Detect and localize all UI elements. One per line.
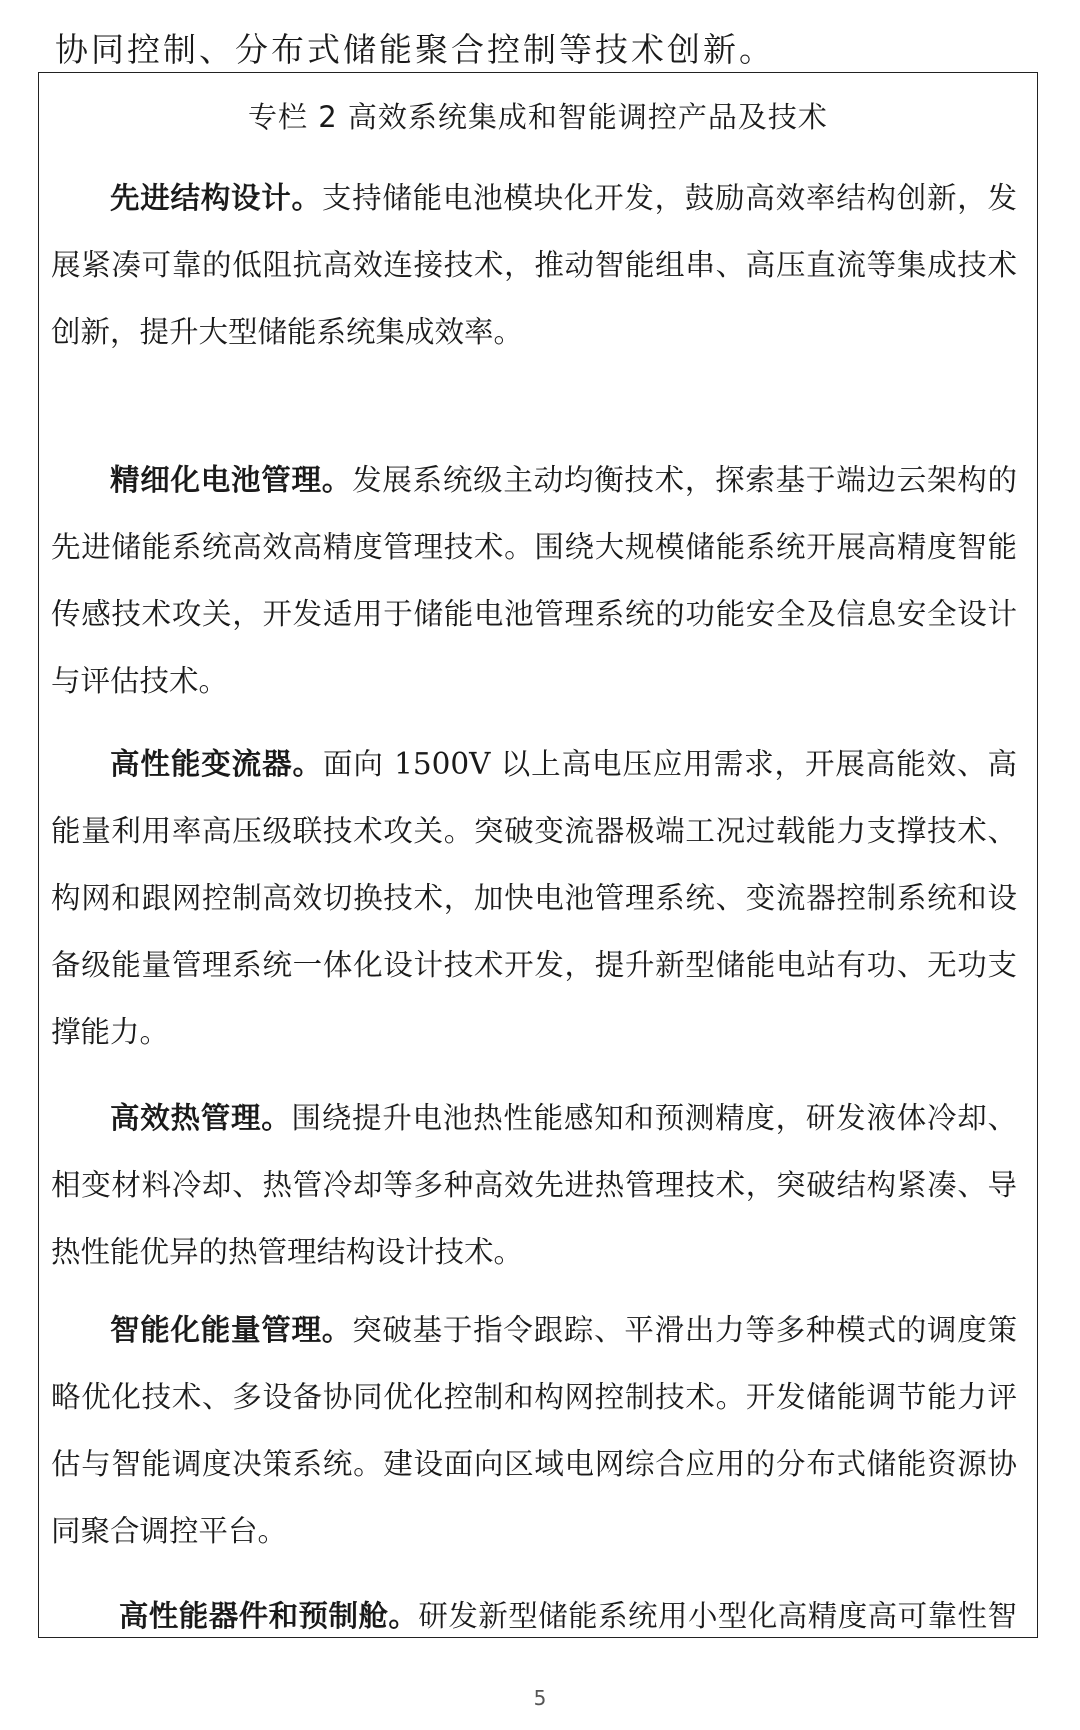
paragraph-body: 围绕提升电池热性能感知和预测精度，研发液体冷却、相变材料冷却、热管冷却等多种高效先进热管理技术，突破结构紧凑、导热性能优异的热管理结构设计技术。 [51, 1101, 1017, 1269]
continued-paragraph-line: 协同控制、分布式储能聚合控制等技术创新。 [55, 30, 775, 69]
paragraph-intelligent-energy-management [51, 1297, 1017, 1565]
paragraph-lead: 智能化能量管理。 [110, 1313, 353, 1347]
paragraph-lead: 高效热管理。 [110, 1101, 292, 1135]
page-number: 5 [533, 1686, 547, 1710]
paragraph-body: 研发新型储能系统用小型化高精度高可靠性智 [418, 1599, 1017, 1633]
paragraph-body: 支持储能电池模块化开发，鼓励高效率结构创新，发展紧凑可靠的低阻抗高效连接技术，推动智能组串、高压直流等集成技术创新，提升大型储能系统集成效率。 [51, 181, 1017, 349]
paragraph-lead: 先进结构设计。 [110, 181, 322, 215]
paragraph-body: 发展系统级主动均衡技术，探索基于端边云架构的先进储能系统高效高精度管理技术。围绕大规模储能系统开展高精度智能传感技术攻关，开发适用于储能电池管理系统的功能安全及信息安全设计与评估技术。 [51, 463, 1017, 698]
paragraph-lead: 高性能变流器。 [110, 747, 323, 781]
paragraph-high-performance-converter [51, 731, 1017, 1066]
box-title: 专栏 2 高效系统集成和智能调控产品及技术 [248, 100, 828, 134]
paragraph-body: 突破基于指令跟踪、平滑出力等多种模式的调度策略优化技术、多设备协同优化控制和构网控制技术。开发储能调节能力评估与智能调度决策系统。建设面向区域电网综合应用的分布式储能资源协同聚合调控平台。 [51, 1313, 1017, 1548]
paragraph-fine-battery-management [51, 447, 1017, 715]
paragraph-lead: 高性能器件和预制舱。 [118, 1599, 419, 1633]
feature-box [38, 72, 1038, 1638]
paragraph-body: 面向 1500V 以上高电压应用需求，开展高能效、高能量利用率高压级联技术攻关。突破变流器极端工况过载能力支撑技术、构网和跟网控制高效切换技术，加快电池管理系统、变流器控制系统和设备级能量管理系统一体化设计技术开发，提升新型储能电站有功、无功支撑能力。 [51, 747, 1017, 1049]
paragraph-lead: 精细化电池管理。 [110, 463, 353, 497]
paragraph-advanced-structure-design [51, 165, 1017, 366]
paragraph-efficient-thermal-management [51, 1085, 1017, 1286]
paragraph-high-performance-devices [51, 1583, 1017, 1638]
